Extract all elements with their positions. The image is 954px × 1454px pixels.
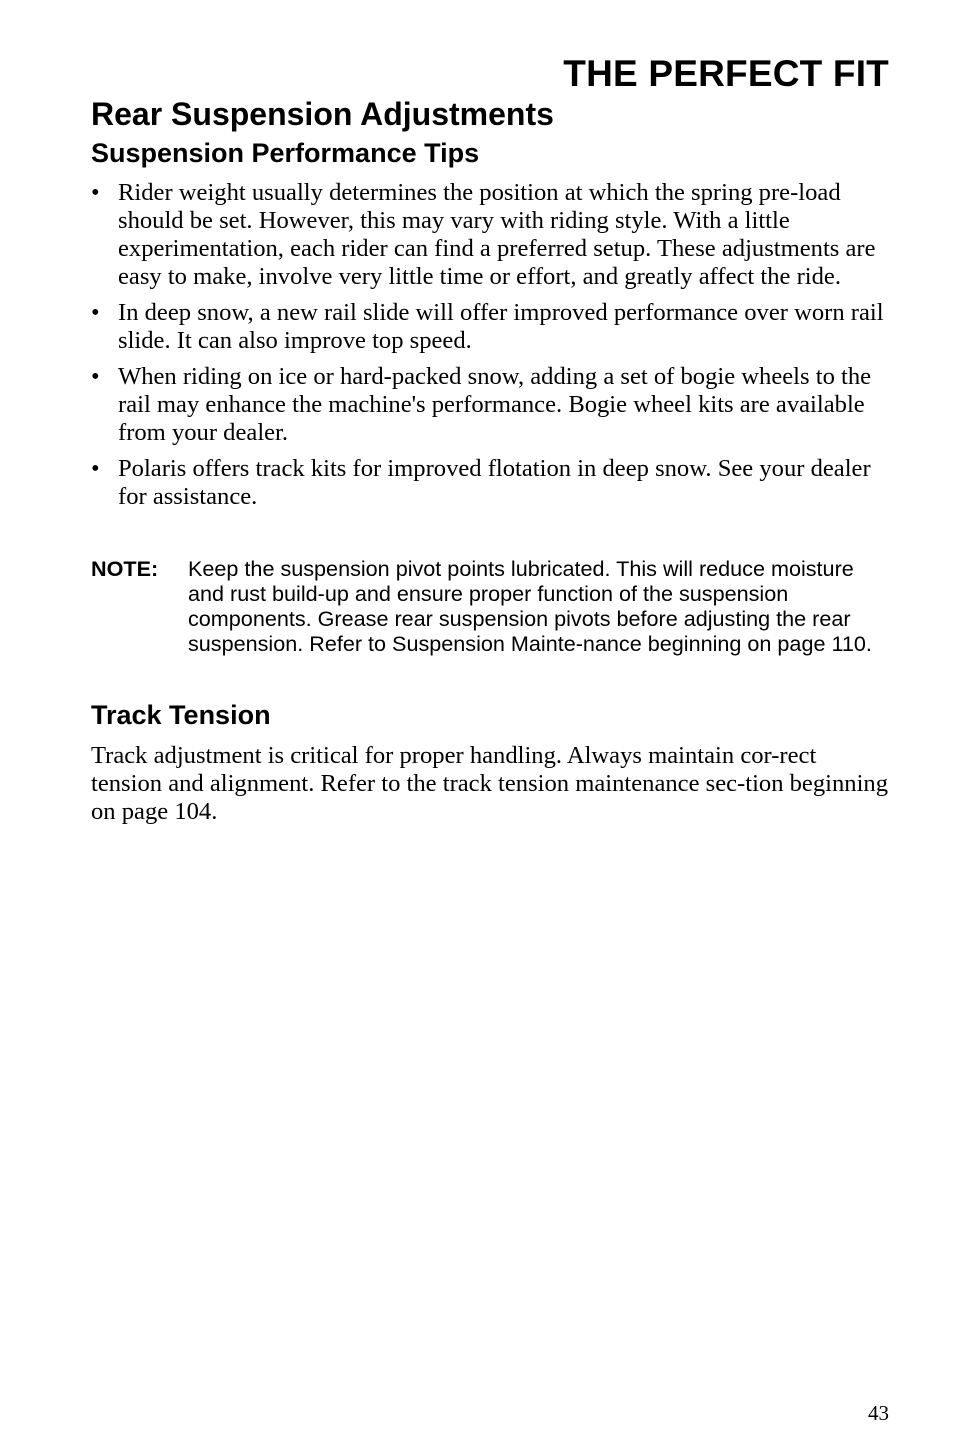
note-label: NOTE:: [91, 556, 159, 581]
list-item: [91, 455, 889, 511]
list-item-text: When riding on ice or hard-packed snow, adding a set of bogie wheels to the rail may enhance the machine's performance. Bogie wheel kits are available from your dealer.: [118, 363, 872, 446]
list-item: [91, 179, 889, 291]
track-tension-paragraph: Track adjustment is critical for proper handling. Always maintain cor-rect tension and alignment. Refer to the track tension maintenance sec-tion beginning on page 104.: [91, 742, 889, 825]
bullet-icon: •: [91, 179, 100, 206]
note-text: Keep the suspension pivot points lubricated. This will reduce moisture and rust build-up and ensure proper function of the suspension components. Grease rear suspension pivots before adjusting the rear suspension. Refer to Suspension Mainte-nance beginning on page 110.: [188, 556, 872, 656]
performance-tips-list: [91, 179, 889, 519]
list-item-text: Rider weight usually determines the position at which the spring pre-load should be set. However, this may vary with riding style. With a little experimentation, each rider can find a preferred setup. These adjustments are easy to make, involve very little time or effort, and greatly affect the ride.: [118, 179, 876, 290]
subsection-title-performance-tips: Suspension Performance Tips: [91, 138, 480, 168]
list-item-text: Polaris offers track kits for improved flotation in deep snow. See your dealer for assistance.: [118, 455, 871, 510]
section-title: Rear Suspension Adjustments: [91, 96, 554, 132]
subsection-title-track-tension: Track Tension: [91, 700, 271, 730]
note-block: [91, 556, 889, 656]
list-item-text: In deep snow, a new rail slide will offer improved performance over worn rail slide. It can also improve top speed.: [118, 299, 884, 354]
list-item: [91, 363, 889, 447]
bullet-icon: •: [91, 299, 100, 326]
page-number: 43: [868, 1401, 889, 1425]
chapter-title: THE PERFECT FIT: [563, 53, 889, 94]
bullet-icon: •: [91, 363, 100, 390]
manual-page: [91, 0, 889, 1454]
bullet-icon: •: [91, 455, 100, 482]
list-item: [91, 299, 889, 355]
